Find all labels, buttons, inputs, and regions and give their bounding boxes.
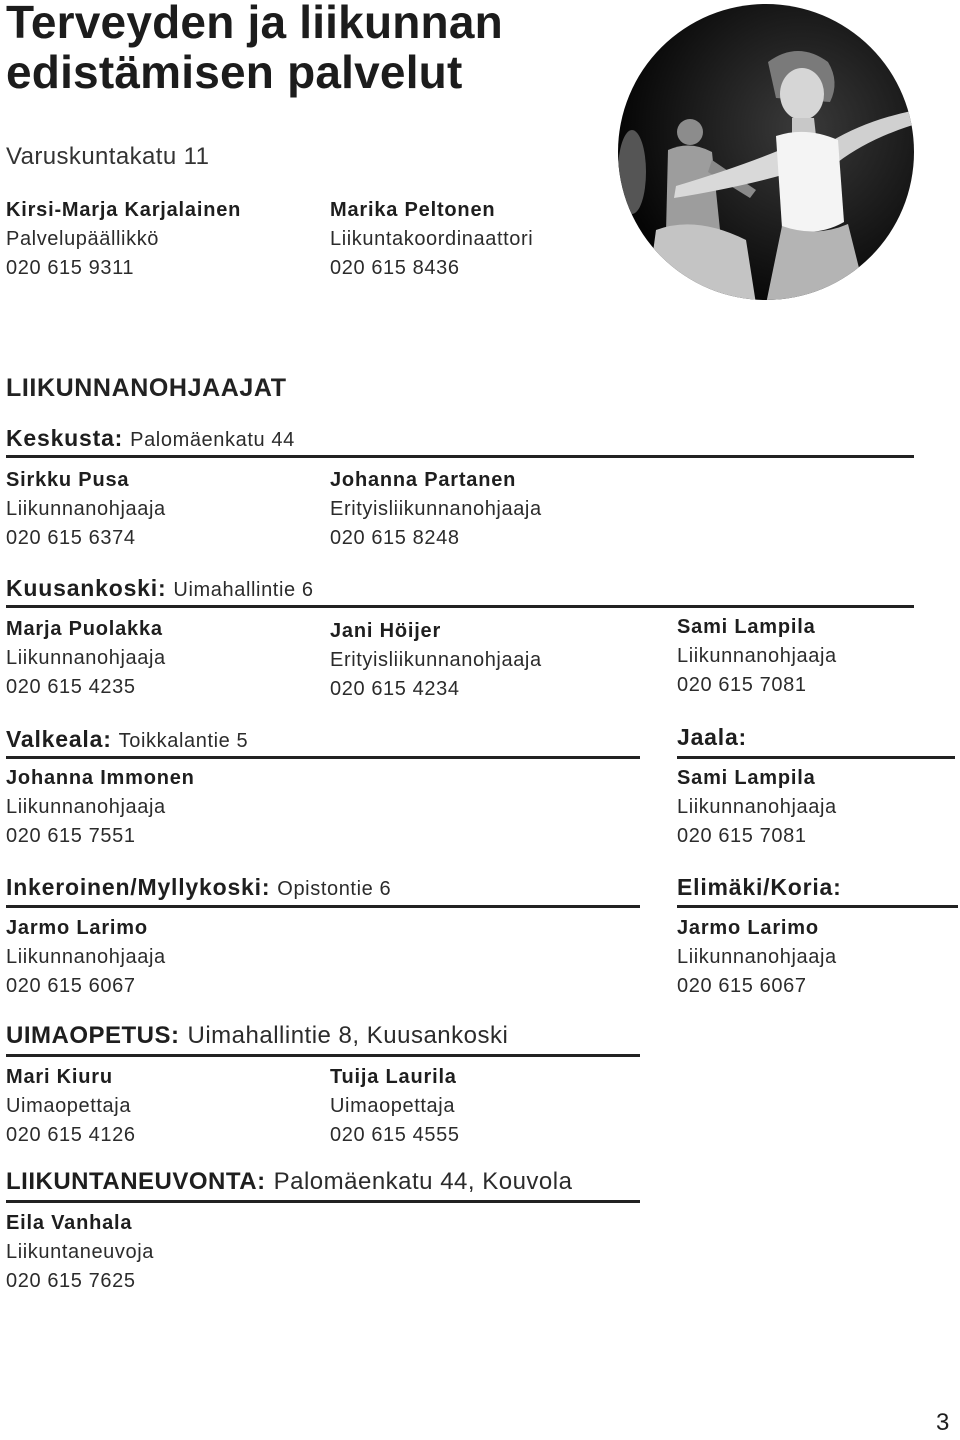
contact-card [677,764,837,851]
contact-role: Liikunnanohjaaja [677,645,837,667]
contact-card [330,466,542,553]
contact-role: Liikunnanohjaaja [6,647,166,669]
dancer-photo [616,0,916,304]
contact-card [6,615,166,702]
area-label: Jaala: [677,724,748,750]
page-title-line-2: edistämisen palvelut [6,46,463,98]
dancer-tank-top [776,132,844,232]
contact-role: Palvelupäällikkö [6,228,160,250]
contact-role: Uimaopettaja [6,1095,132,1117]
contact-phone: 020 615 6067 [677,975,807,997]
contact-phone: 020 615 7081 [677,825,807,847]
kuusankoski-heading [6,572,314,608]
section-divider [6,1200,640,1203]
area-label: Valkeala: [6,726,112,752]
area-address: Palomäenkatu 44 [130,429,295,451]
section-label: LIIKUNTANEUVONTA: [6,1168,266,1195]
contact-role: Liikuntaneuvoja [6,1241,154,1263]
contact-phone: 020 615 6374 [6,527,136,549]
dancer-face [780,68,824,120]
contact-card [6,196,241,283]
contact-name: Marika Peltonen [330,199,496,221]
contact-phone: 020 615 7625 [6,1270,136,1292]
contact-phone: 020 615 8436 [330,257,460,279]
contact-card [6,1063,136,1150]
area-label: Kuusankoski: [6,575,167,601]
contact-name: Sirkku Pusa [6,469,130,491]
contact-card [6,764,195,851]
area-label: Inkeroinen/Myllykoski: [6,874,271,900]
contact-role: Liikuntakoordinaattori [330,228,534,250]
far-dancer-figure [618,130,646,214]
section-address: Palomäenkatu 44, Kouvola [273,1168,573,1195]
area-address: Opistontie 6 [277,878,392,900]
contact-role: Erityisliikunnanohjaaja [330,649,542,671]
contact-card [330,617,542,704]
contact-phone: 020 615 6067 [6,975,136,997]
section-divider [6,756,640,759]
uimaopetus-heading [6,1020,508,1055]
contact-role: Liikunnanohjaaja [6,498,166,520]
contact-card [677,613,837,700]
contact-card [6,1209,154,1296]
instructors-heading: LIIKUNNANOHJAAJAT [6,374,287,402]
contact-phone: 020 615 8248 [330,527,460,549]
section-label: UIMAOPETUS: [6,1022,180,1049]
contact-name: Mari Kiuru [6,1066,113,1088]
contact-role: Erityisliikunnanohjaaja [330,498,542,520]
area-label: Elimäki/Koria: [677,874,842,900]
contact-role: Liikunnanohjaaja [677,796,837,818]
section-divider [677,756,955,759]
contact-role: Liikunnanohjaaja [677,946,837,968]
back-dancer-head [677,119,703,145]
contact-card [6,466,166,553]
section-divider [6,605,914,608]
contact-name: Sami Lampila [677,616,816,638]
liikuntaneuvonta-heading [6,1166,572,1201]
contact-phone: 020 615 9311 [6,257,135,279]
section-address: Uimahallintie 8, Kuusankoski [187,1022,509,1049]
contact-name: Eila Vanhala [6,1212,133,1234]
section-divider [6,905,640,908]
contact-name: Jarmo Larimo [677,917,819,939]
contact-phone: 020 615 4555 [330,1124,460,1146]
photo-background [616,0,916,304]
section-divider [677,905,958,908]
contact-name: Kirsi-Marja Karjalainen [6,199,242,221]
contact-phone: 020 615 7081 [677,674,807,696]
office-address: Varuskuntakatu 11 [6,143,210,170]
page-number: 3 [936,1409,950,1436]
area-label: Keskusta: [6,425,124,451]
page-title-line-1: Terveyden ja liikunnan [6,0,503,48]
contact-phone: 020 615 4126 [6,1124,136,1146]
section-divider [6,455,914,458]
elimaki-koria-heading [677,871,842,907]
contact-phone: 020 615 4234 [330,678,460,700]
contact-role: Liikunnanohjaaja [6,796,166,818]
contact-name: Jani Höijer [330,620,442,642]
photo-content [616,0,916,304]
contact-name: Jarmo Larimo [6,917,148,939]
contact-name: Johanna Immonen [6,767,195,789]
contact-card [677,914,837,1001]
jaala-heading [677,721,747,757]
contact-card [330,1063,460,1150]
contact-name: Johanna Partanen [330,469,517,491]
contact-phone: 020 615 4235 [6,676,136,698]
contact-role: Liikunnanohjaaja [6,946,166,968]
contact-name: Sami Lampila [677,767,816,789]
inkeroinen-myllykoski-heading [6,871,391,907]
contact-card [330,196,533,283]
contact-phone: 020 615 7551 [6,825,136,847]
contact-name: Marja Puolakka [6,618,163,640]
valkeala-heading [6,723,248,759]
keskusta-heading [6,422,295,458]
contact-name: Tuija Laurila [330,1066,457,1088]
area-address: Toikkalantie 5 [118,730,249,752]
contact-role: Uimaopettaja [330,1095,456,1117]
area-address: Uimahallintie 6 [173,579,314,601]
contact-card [6,914,166,1001]
section-divider [6,1054,640,1057]
